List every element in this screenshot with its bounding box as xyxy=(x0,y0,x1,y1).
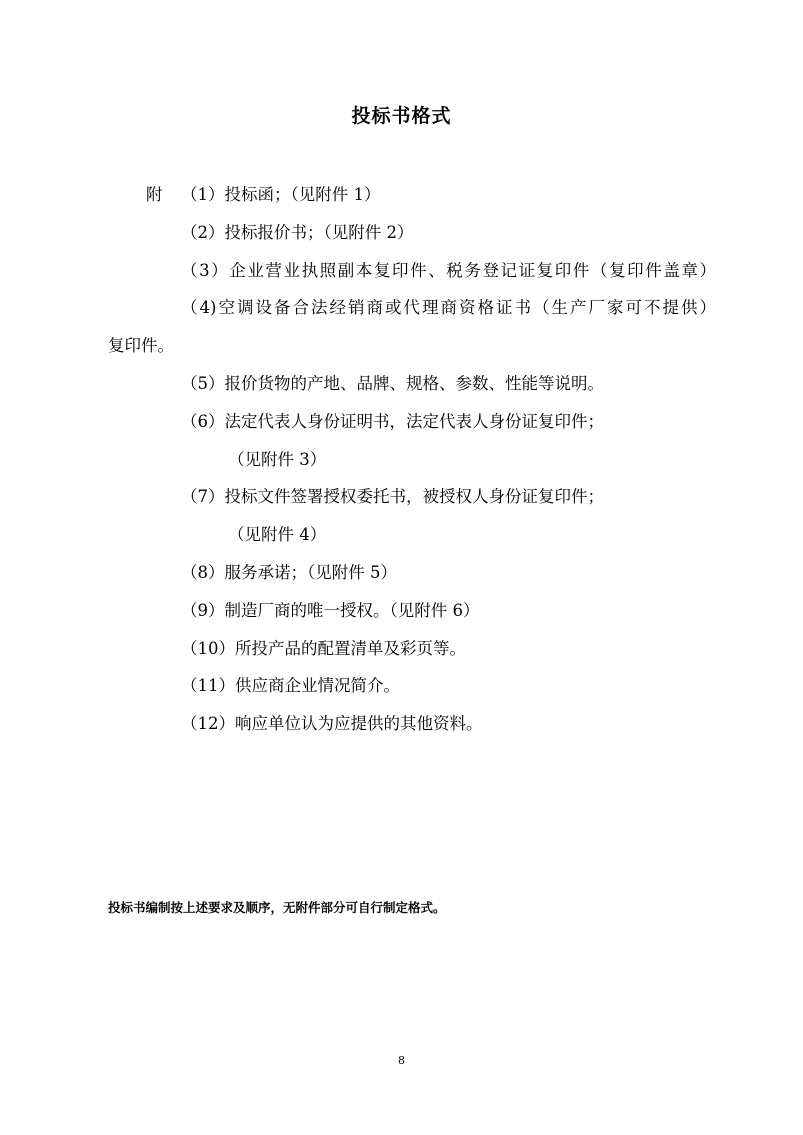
list-item-continuation xyxy=(108,516,708,554)
list-item xyxy=(108,592,708,630)
document-title: 投标书格式 xyxy=(351,105,452,127)
list-item-text: （12）响应单位认为应提供的其他资料。 xyxy=(181,714,483,734)
list-item xyxy=(108,365,708,403)
list-item-text: （见附件 4） xyxy=(228,525,327,545)
list-item-continuation xyxy=(108,441,708,479)
list-item xyxy=(108,403,708,441)
list-item xyxy=(108,289,716,327)
attachment-lead-label: 附 xyxy=(146,185,163,204)
list-item xyxy=(108,252,716,290)
list-item-text: （9）制造厂商的唯一授权。（见附件 6） xyxy=(181,600,480,620)
list-item-text: （4)空调设备合法经销商或代理商资格证书（生产厂家可不提供） xyxy=(181,298,716,318)
list-item-text: （5）报价货物的产地、品牌、规格、参数、性能等说明。 xyxy=(181,373,604,393)
list-item-text: （6）法定代表人身份证明书，法定代表人身份证复印件； xyxy=(181,411,604,431)
list-item-text: 复印件。 xyxy=(108,336,174,356)
list-item-continuation xyxy=(108,327,708,365)
list-item-text: （10）所投产品的配置清单及彩页等。 xyxy=(181,638,466,658)
list-item xyxy=(108,478,708,516)
list-item-text: （7）投标文件签署授权委托书，被授权人身份证复印件； xyxy=(181,487,604,507)
list-item xyxy=(108,176,708,214)
list-item xyxy=(108,554,708,592)
list-item-text: （8）服务承诺；（见附件 5） xyxy=(181,562,397,582)
list-item-text: （11）供应商企业情况简介。 xyxy=(181,676,400,696)
compilation-note: 投标书编制按上述要求及顺序，无附件部分可自行制定格式。 xyxy=(108,900,446,915)
list-item-text: （3）企业营业执照副本复印件、税务登记证复印件（复印件盖章） xyxy=(181,260,716,280)
list-item xyxy=(108,630,708,668)
list-item xyxy=(108,667,708,705)
list-item-text: （1）投标函；（见附件 1） xyxy=(181,185,381,204)
list-item-text: （2）投标报价书；（见附件 2） xyxy=(181,222,414,242)
list-item xyxy=(108,214,708,252)
attachment-list xyxy=(108,176,716,743)
list-item-text: （见附件 3） xyxy=(228,449,327,469)
page-number: 8 xyxy=(398,1054,405,1067)
list-item xyxy=(108,705,708,743)
